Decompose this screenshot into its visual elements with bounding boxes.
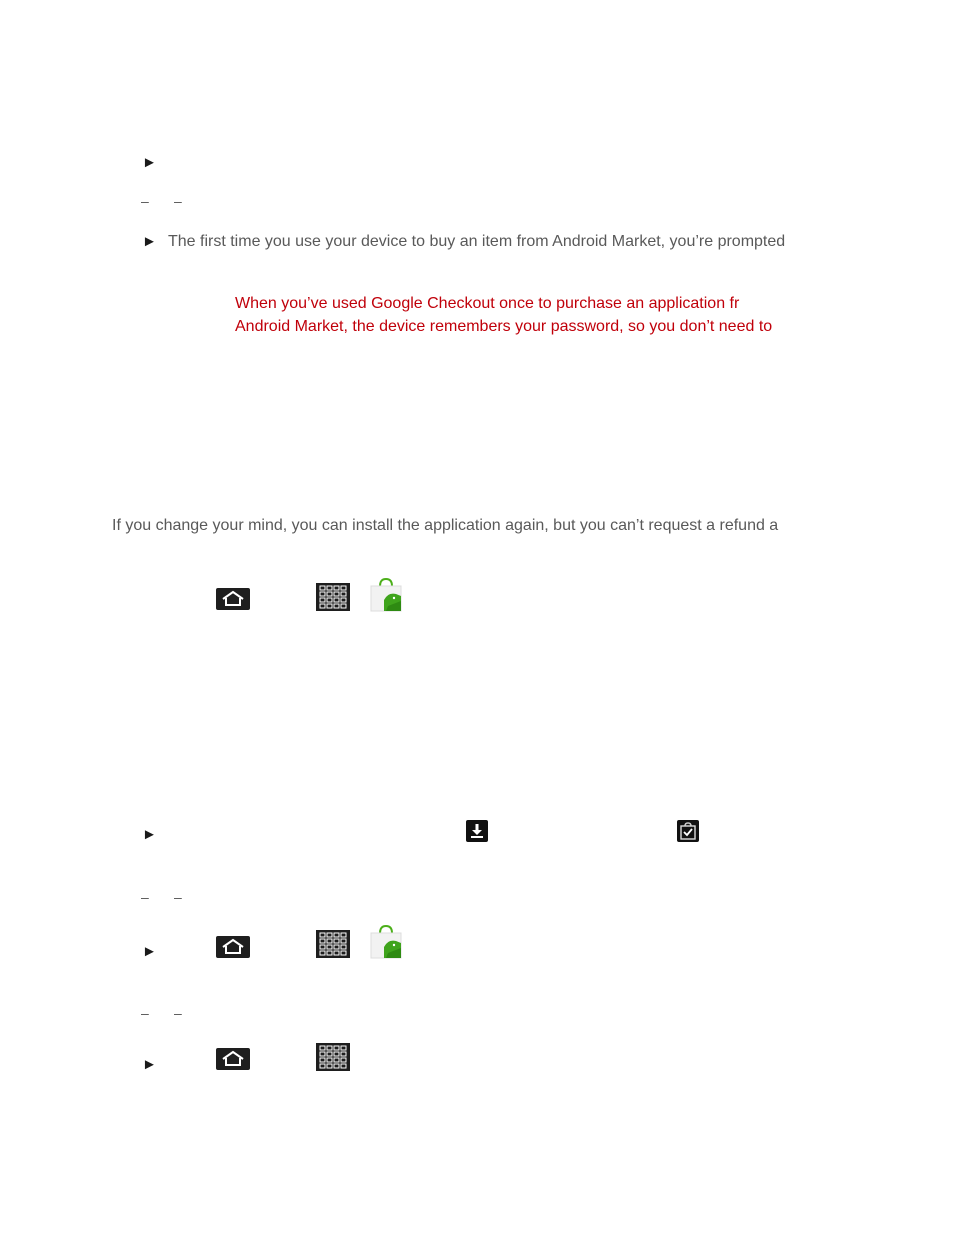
installed-check-icon [677,820,699,842]
change-mind-text: If you change your mind, you can install the application again, but you can’t request a refund a [112,517,779,534]
apps-grid-icon [316,930,350,958]
home-key-icon [216,588,250,610]
home-key-icon [216,936,250,958]
android-market-icon [368,578,404,612]
bullet-marker: ► [142,233,157,250]
bullet-marker: ► [142,826,157,843]
dash-marker: – [141,193,149,209]
apps-grid-icon [316,583,350,611]
dash-marker: – [174,889,182,905]
first-purchase-text: The first time you use your device to buy an item from Android Market, you’re prompted [168,233,786,250]
note-block [235,292,772,338]
bullet-marker: ► [142,1056,157,1073]
bullet-marker: ► [142,154,157,171]
dash-marker: – [141,889,149,905]
note-line-1: When you’ve used Google Checkout once to purchase an application fr [235,295,740,312]
apps-grid-icon [316,1043,350,1071]
dash-marker: – [174,1005,182,1021]
bullet-marker: ► [142,943,157,960]
home-key-icon [216,1048,250,1070]
android-market-icon [368,925,404,959]
dash-marker: – [174,193,182,209]
download-status-icon [466,820,488,842]
note-line-2: Android Market, the device remembers your password, so you don’t need to [235,318,773,335]
dash-marker: – [141,1005,149,1021]
